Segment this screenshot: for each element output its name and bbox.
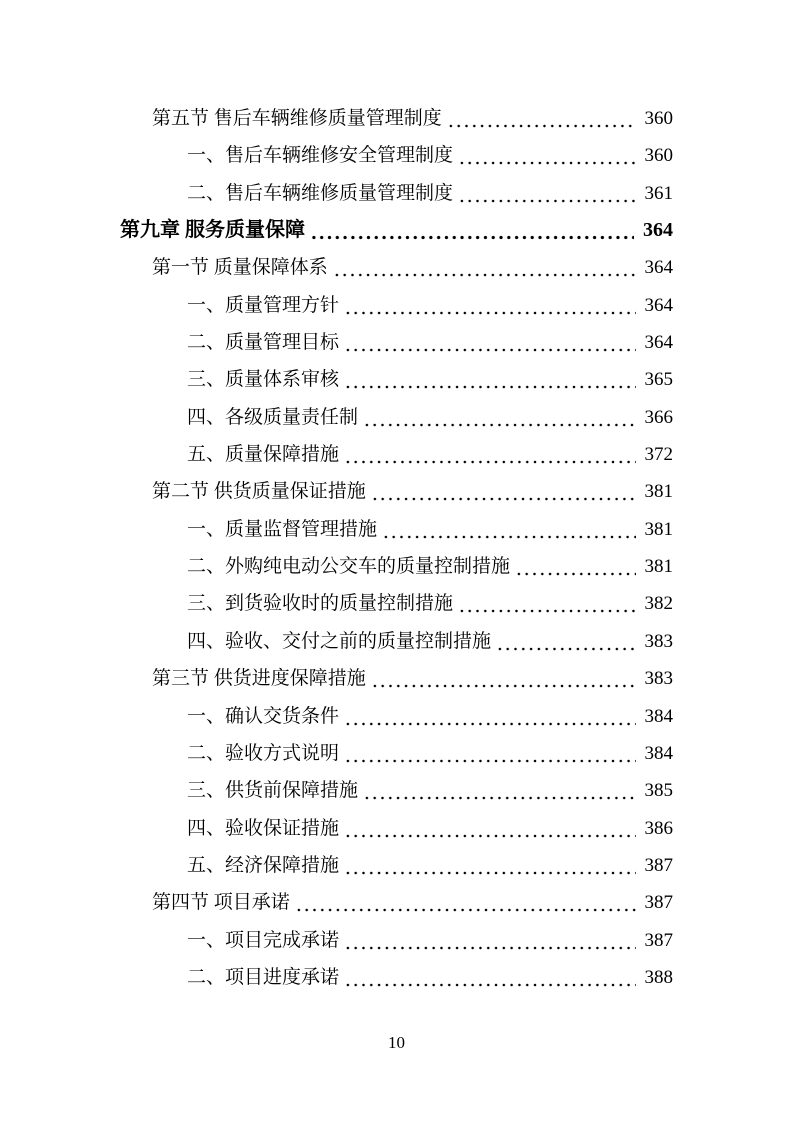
dot-leader [447, 100, 636, 137]
toc-chapter-entry [120, 212, 673, 249]
toc-item-entry [120, 698, 673, 735]
dot-leader [344, 698, 635, 735]
toc-item-entry [120, 735, 673, 772]
dot-leader [382, 511, 635, 548]
toc-section-entry [120, 884, 673, 921]
toc-entry-title: 一、售后车辆维修安全管理制度 [187, 145, 454, 167]
toc-entry-title: 第五节 售后车辆维修质量管理制度 [152, 108, 442, 129]
table-of-contents [120, 100, 673, 996]
toc-item-entry [120, 436, 673, 473]
toc-entry-page-number: 381 [644, 556, 673, 578]
toc-section-entry [120, 249, 673, 286]
toc-entry-page-number: 384 [644, 705, 673, 727]
toc-item-entry [120, 324, 673, 361]
toc-entry-title: 五、经济保障措施 [187, 854, 340, 876]
toc-entry-page-number: 366 [644, 406, 673, 428]
toc-entry-page-number: 364 [644, 332, 673, 354]
dot-leader [344, 735, 635, 772]
toc-section-entry [120, 660, 673, 697]
toc-item-entry [120, 959, 673, 996]
toc-entry-title: 第四节 项目承诺 [152, 892, 290, 914]
toc-entry-page-number: 360 [644, 145, 673, 167]
toc-entry-title: 四、验收、交付之前的质量控制措施 [187, 630, 492, 652]
toc-item-entry [120, 585, 673, 622]
toc-entry-page-number: 383 [644, 630, 673, 652]
dot-leader [458, 175, 635, 212]
dot-leader [515, 548, 635, 585]
toc-entry-title: 第三节 供货进度保障措施 [152, 668, 366, 690]
toc-entry-page-number: 386 [644, 817, 673, 839]
toc-entry-page-number: 364 [643, 219, 673, 242]
toc-entry-page-number: 384 [644, 742, 673, 764]
toc-entry-title: 二、项目进度承诺 [187, 966, 340, 988]
toc-entry-page-number: 383 [644, 668, 673, 690]
toc-entry-title: 一、项目完成承诺 [187, 929, 340, 951]
toc-entry-page-number: 360 [644, 108, 673, 129]
toc-item-entry [120, 623, 673, 660]
toc-entry-title: 一、确认交货条件 [187, 705, 340, 727]
toc-item-entry [120, 287, 673, 324]
toc-item-entry [120, 361, 673, 398]
dot-leader [371, 660, 636, 697]
toc-item-entry [120, 810, 673, 847]
toc-entry-title: 二、质量管理目标 [187, 332, 340, 354]
toc-entry-page-number: 388 [644, 966, 673, 988]
dot-leader [344, 287, 635, 324]
toc-section-entry [120, 473, 673, 510]
toc-item-entry [120, 847, 673, 884]
toc-entry-title: 二、售后车辆维修质量管理制度 [187, 182, 454, 204]
toc-entry-title: 三、到货验收时的质量控制措施 [187, 593, 454, 615]
toc-entry-page-number: 361 [644, 182, 673, 204]
toc-entry-title: 一、质量管理方针 [187, 294, 340, 316]
toc-section-entry [120, 100, 673, 137]
dot-leader [333, 249, 636, 286]
toc-entry-page-number: 381 [644, 481, 673, 503]
toc-entry-title: 第一节 质量保障体系 [152, 257, 328, 279]
dot-leader [458, 585, 635, 622]
page-number: 10 [388, 1033, 405, 1052]
toc-entry-title: 三、供货前保障措施 [187, 780, 359, 802]
dot-leader [344, 361, 635, 398]
toc-entry-page-number: 387 [644, 854, 673, 876]
dot-leader [363, 399, 635, 436]
dot-leader [344, 922, 635, 959]
dot-leader [363, 772, 635, 809]
dot-leader [310, 212, 634, 249]
toc-entry-page-number: 365 [644, 369, 673, 391]
dot-leader [371, 473, 636, 510]
toc-item-entry [120, 548, 673, 585]
toc-entry-page-number: 387 [644, 929, 673, 951]
toc-item-entry [120, 772, 673, 809]
toc-item-entry [120, 922, 673, 959]
dot-leader [458, 137, 635, 174]
toc-entry-title: 二、外购纯电动公交车的质量控制措施 [187, 556, 511, 578]
toc-entry-title: 四、各级质量责任制 [187, 406, 359, 428]
toc-entry-page-number: 372 [644, 444, 673, 466]
toc-entry-page-number: 382 [644, 593, 673, 615]
dot-leader [344, 959, 635, 996]
dot-leader [344, 847, 635, 884]
dot-leader [295, 884, 636, 921]
toc-entry-page-number: 385 [644, 780, 673, 802]
toc-item-entry [120, 399, 673, 436]
toc-entry-page-number: 364 [644, 294, 673, 316]
toc-entry-title: 三、质量体系审核 [187, 369, 340, 391]
dot-leader [496, 623, 635, 660]
dot-leader [344, 436, 635, 473]
dot-leader [344, 810, 635, 847]
dot-leader [344, 324, 635, 361]
toc-entry-page-number: 364 [644, 257, 673, 279]
toc-entry-title: 一、质量监督管理措施 [187, 518, 378, 540]
toc-entry-title: 四、验收保证措施 [187, 817, 340, 839]
toc-entry-title: 二、验收方式说明 [187, 742, 340, 764]
toc-entry-title: 五、质量保障措施 [187, 444, 340, 466]
toc-item-entry [120, 137, 673, 174]
toc-entry-page-number: 387 [644, 892, 673, 914]
toc-entry-title: 第九章 服务质量保障 [120, 219, 305, 242]
toc-entry-page-number: 381 [644, 518, 673, 540]
toc-entry-title: 第二节 供货质量保证措施 [152, 481, 366, 503]
toc-item-entry [120, 511, 673, 548]
toc-item-entry [120, 175, 673, 212]
